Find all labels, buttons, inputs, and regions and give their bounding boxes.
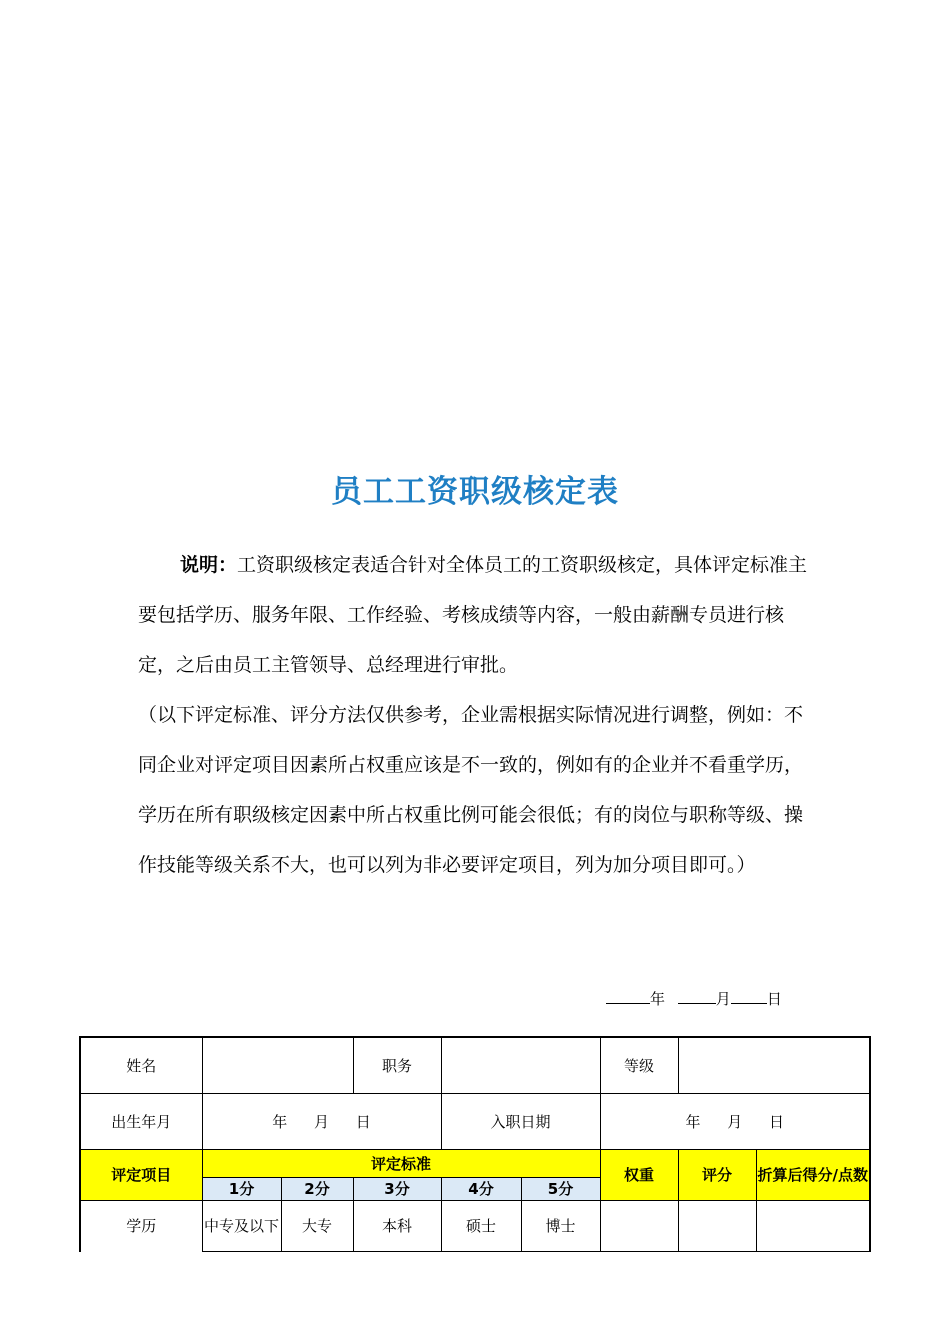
month-label: 月 (715, 990, 731, 1008)
score-5: 5分 (521, 1178, 600, 1201)
birth-field[interactable]: 年 月 日 (202, 1094, 441, 1150)
intro-label: 说明： (180, 554, 238, 576)
intro-paragraph (138, 540, 818, 690)
name-label: 姓名 (80, 1037, 202, 1094)
date-line (606, 988, 782, 1009)
education-rating[interactable] (678, 1201, 756, 1252)
education-weight[interactable] (600, 1201, 678, 1252)
score-3: 3分 (353, 1178, 441, 1201)
name-field[interactable] (202, 1037, 353, 1094)
day-blank[interactable] (731, 989, 767, 1004)
month-blank[interactable] (678, 989, 716, 1004)
grade-label: 等级 (600, 1037, 678, 1094)
header-standard: 评定标准 (202, 1150, 600, 1178)
page-title: 员工工资职级核定表 (331, 474, 619, 510)
row-education-label: 学历 (80, 1201, 202, 1252)
birth-label: 出生年月 (80, 1094, 202, 1150)
year-blank[interactable] (606, 989, 650, 1004)
intro-text: 工资职级核定表适合针对全体员工的工资职级核定，具体评定标准主要包括学历、服务年限、工作经验、考核成绩等内容，一般由薪酬专员进行核定，之后由员工主管领导、总经理进行审批。 (138, 554, 808, 676)
day-label: 日 (766, 990, 782, 1008)
position-field[interactable] (441, 1037, 600, 1094)
education-level-2: 大专 (281, 1201, 353, 1252)
grade-assessment-table (79, 1036, 871, 1252)
education-level-3: 本科 (353, 1201, 441, 1252)
header-weight: 权重 (600, 1150, 678, 1201)
score-4: 4分 (441, 1178, 521, 1201)
score-2: 2分 (281, 1178, 353, 1201)
year-label: 年 (650, 990, 666, 1008)
note-paragraph: （以下评定标准、评分方法仅供参考，企业需根据实际情况进行调整，例如：不同企业对评定项目因素所占权重应该是不一致的，例如有的企业并不看重学历，学历在所有职级核定因素中所占权重比例可能会很低；有的岗位与职称等级、操作技能等级关系不大，也可以列为非必要评定项目，列为加分项目即可。） (138, 704, 804, 876)
hire-date-field[interactable]: 年 月 日 (600, 1094, 870, 1150)
grade-field[interactable] (678, 1037, 870, 1094)
header-converted: 折算后得分/点数 (756, 1150, 870, 1201)
education-level-1: 中专及以下 (202, 1201, 281, 1252)
education-level-5: 博士 (521, 1201, 600, 1252)
education-level-4: 硕士 (441, 1201, 521, 1252)
hire-date-label: 入职日期 (441, 1094, 600, 1150)
position-label: 职务 (353, 1037, 441, 1094)
header-rating: 评分 (678, 1150, 756, 1201)
education-converted[interactable] (756, 1201, 870, 1252)
score-1: 1分 (202, 1178, 281, 1201)
header-item: 评定项目 (80, 1150, 202, 1201)
